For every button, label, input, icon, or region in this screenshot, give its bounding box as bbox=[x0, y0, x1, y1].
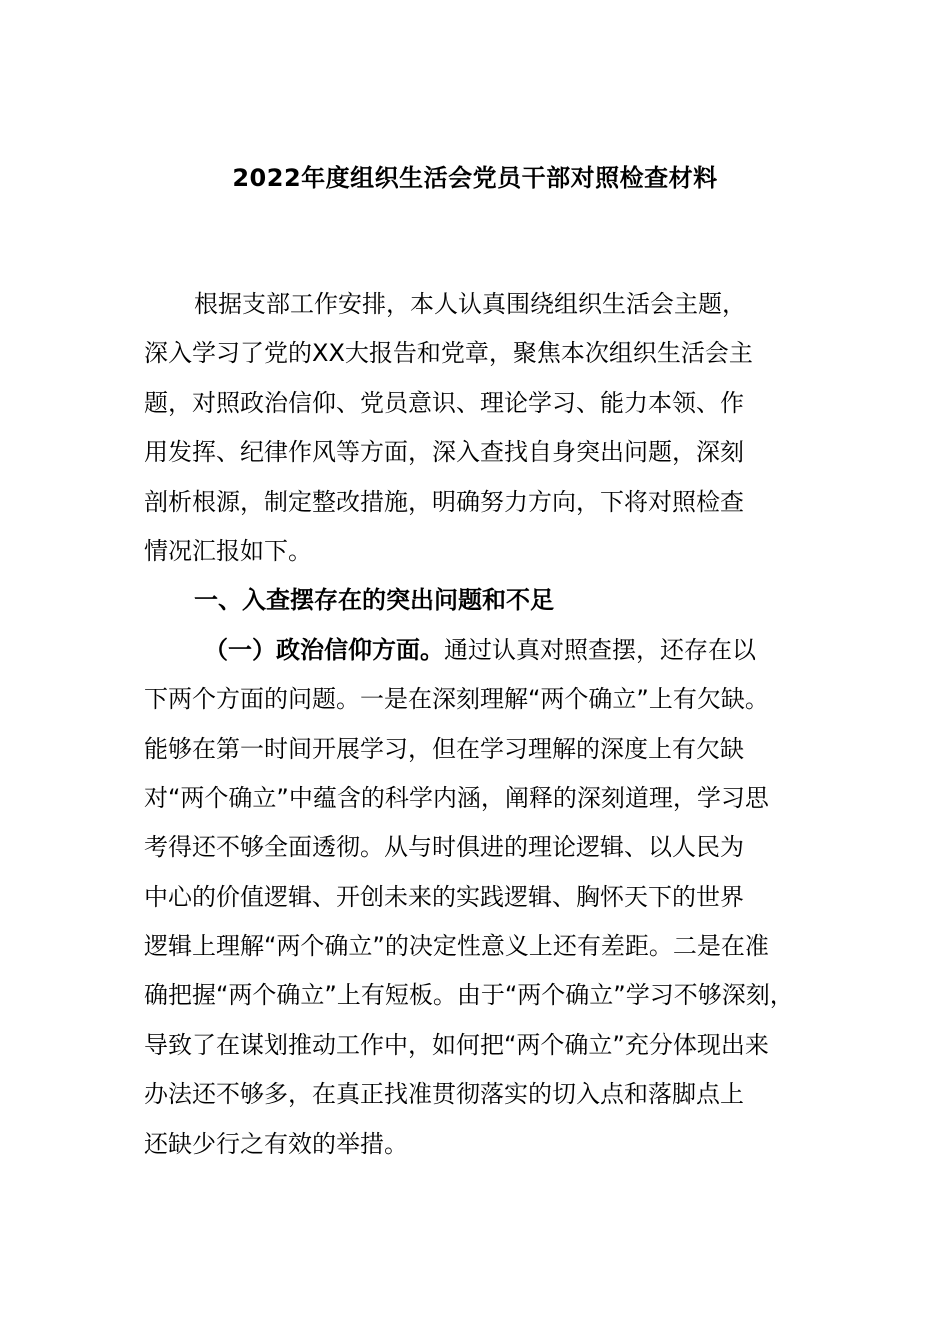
section-heading: 一、入查摆存在的突出问题和不足 bbox=[194, 586, 554, 615]
subsection-line: 对“两个确立”中蕴含的科学内涵，阐释的深刻道理，学习思 bbox=[144, 783, 769, 812]
intro-line: 剖析根源，制定整改措施，明确努力方向，下将对照检查 bbox=[144, 487, 744, 516]
subsection-line: 中心的价值逻辑、开创未来的实践逻辑、胸怀天下的世界 bbox=[144, 882, 744, 911]
document-body bbox=[144, 280, 844, 1169]
subsection-line: 还缺少行之有效的举措。 bbox=[144, 1129, 408, 1158]
intro-line: 深入学习了党的XX大报告和党章，聚焦本次组织生活会主 bbox=[144, 339, 753, 368]
subsection-line: 下两个方面的问题。一是在深刻理解“两个确立”上有欠缺。 bbox=[144, 685, 769, 714]
intro-line: 用发挥、纪律作风等方面，深入查找自身突出问题，深刻 bbox=[144, 438, 744, 467]
subsection-line: 能够在第一时间开展学习，但在学习理解的深度上有欠缺 bbox=[144, 734, 744, 763]
intro-line: 题，对照政治信仰、党员意识、理论学习、能力本领、作 bbox=[144, 388, 744, 417]
subsection-line: 考得还不够全面透彻。从与时俱进的理论逻辑、以人民为 bbox=[144, 833, 744, 862]
subsection-line: 逻辑上理解“两个确立”的决定性意义上还有差距。二是在准 bbox=[144, 932, 769, 961]
subsection-line: 办法还不够多，在真正找准贯彻落实的切入点和落脚点上 bbox=[144, 1080, 744, 1109]
subsection-first-line bbox=[144, 626, 844, 675]
subsection-heading: （一）政治信仰方面。 bbox=[204, 635, 444, 664]
document-title: 2022年度组织生活会党员干部对照检查材料 bbox=[232, 164, 718, 192]
subsection-line: 确把握“两个确立”上有短板。由于“两个确立”学习不够深刻， bbox=[144, 981, 794, 1010]
intro-line: 根据支部工作安排，本人认真围绕组织生活会主题， bbox=[194, 290, 746, 318]
subsection-first-line-rest: 通过认真对照查摆，还存在以 bbox=[444, 635, 756, 664]
intro-line: 情况汇报如下。 bbox=[144, 536, 312, 565]
subsection-line: 导致了在谋划推动工作中，如何把“两个确立”充分体现出来 bbox=[144, 1030, 769, 1059]
